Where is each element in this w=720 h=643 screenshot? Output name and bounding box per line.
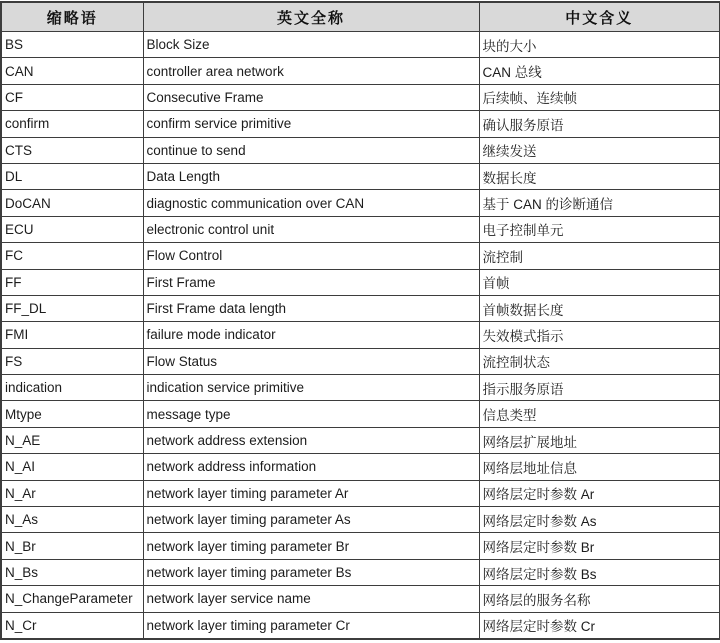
cell-abbreviation: N_ChangeParameter (1, 586, 143, 612)
column-header-abbreviation: 缩略语 (1, 2, 143, 32)
cell-chinese: 首帧 (479, 269, 720, 295)
cell-chinese: 网络层扩展地址 (479, 427, 720, 453)
cell-abbreviation: N_AI (1, 454, 143, 480)
cell-abbreviation: N_Cr (1, 612, 143, 639)
table-row (1, 612, 720, 639)
cell-chinese: 失效模式指示 (479, 322, 720, 348)
cell-english: electronic control unit (143, 216, 479, 242)
cell-english: confirm service primitive (143, 111, 479, 137)
cell-chinese: 网络层的服务名称 (479, 586, 720, 612)
table-row (1, 348, 720, 374)
cell-abbreviation: CTS (1, 137, 143, 163)
cell-abbreviation: N_As (1, 507, 143, 533)
table-row (1, 216, 720, 242)
cell-abbreviation: N_AE (1, 427, 143, 453)
table-row (1, 427, 720, 453)
table-row (1, 480, 720, 506)
cell-chinese: CAN 总线 (479, 58, 720, 84)
cell-english: Consecutive Frame (143, 84, 479, 110)
cell-abbreviation: N_Br (1, 533, 143, 559)
table-header-row (1, 2, 720, 32)
cell-english: network layer timing parameter Bs (143, 559, 479, 585)
cell-english: Flow Status (143, 348, 479, 374)
cell-english: network layer timing parameter Ar (143, 480, 479, 506)
cell-abbreviation: confirm (1, 111, 143, 137)
cell-english: First Frame (143, 269, 479, 295)
table-row (1, 58, 720, 84)
cell-english: diagnostic communication over CAN (143, 190, 479, 216)
cell-chinese: 数据长度 (479, 163, 720, 189)
cell-abbreviation: Mtype (1, 401, 143, 427)
cell-abbreviation: FMI (1, 322, 143, 348)
column-header-english: 英文全称 (143, 2, 479, 32)
table-row (1, 295, 720, 321)
cell-chinese: 网络层定时参数 Ar (479, 480, 720, 506)
cell-chinese: 网络层定时参数 As (479, 507, 720, 533)
cell-chinese: 网络层定时参数 Br (479, 533, 720, 559)
cell-chinese: 流控制 (479, 243, 720, 269)
cell-chinese: 流控制状态 (479, 348, 720, 374)
cell-chinese: 网络层定时参数 Cr (479, 612, 720, 639)
cell-abbreviation: DL (1, 163, 143, 189)
cell-english: network layer timing parameter Br (143, 533, 479, 559)
glossary-table (0, 1, 720, 640)
cell-chinese: 网络层地址信息 (479, 454, 720, 480)
cell-chinese: 后续帧、连续帧 (479, 84, 720, 110)
table-row (1, 375, 720, 401)
cell-english: network layer service name (143, 586, 479, 612)
cell-english: network address information (143, 454, 479, 480)
cell-chinese: 首帧数据长度 (479, 295, 720, 321)
cell-english: network layer timing parameter As (143, 507, 479, 533)
cell-english: Block Size (143, 32, 479, 58)
cell-abbreviation: N_Ar (1, 480, 143, 506)
cell-chinese: 确认服务原语 (479, 111, 720, 137)
cell-chinese: 信息类型 (479, 401, 720, 427)
cell-chinese: 网络层定时参数 Bs (479, 559, 720, 585)
cell-chinese: 指示服务原语 (479, 375, 720, 401)
cell-abbreviation: DoCAN (1, 190, 143, 216)
table-row (1, 507, 720, 533)
cell-english: failure mode indicator (143, 322, 479, 348)
cell-english: message type (143, 401, 479, 427)
cell-abbreviation: FC (1, 243, 143, 269)
cell-english: controller area network (143, 58, 479, 84)
table-row (1, 559, 720, 585)
cell-abbreviation: CF (1, 84, 143, 110)
table-row (1, 111, 720, 137)
table-row (1, 243, 720, 269)
cell-chinese: 块的大小 (479, 32, 720, 58)
cell-abbreviation: FF_DL (1, 295, 143, 321)
table-row (1, 84, 720, 110)
table-row (1, 454, 720, 480)
cell-english: network address extension (143, 427, 479, 453)
table-row (1, 269, 720, 295)
table-body (1, 32, 720, 639)
table-row (1, 32, 720, 58)
cell-abbreviation: indication (1, 375, 143, 401)
cell-abbreviation: CAN (1, 58, 143, 84)
table-row (1, 322, 720, 348)
cell-english: network layer timing parameter Cr (143, 612, 479, 639)
cell-english: continue to send (143, 137, 479, 163)
table-row (1, 163, 720, 189)
cell-abbreviation: BS (1, 32, 143, 58)
table-row (1, 190, 720, 216)
column-header-chinese: 中文含义 (479, 2, 720, 32)
cell-abbreviation: FF (1, 269, 143, 295)
cell-chinese: 电子控制单元 (479, 216, 720, 242)
cell-chinese: 继续发送 (479, 137, 720, 163)
table-row (1, 401, 720, 427)
table-row (1, 586, 720, 612)
table-row (1, 137, 720, 163)
cell-english: First Frame data length (143, 295, 479, 321)
table-row (1, 533, 720, 559)
cell-abbreviation: FS (1, 348, 143, 374)
cell-chinese: 基于 CAN 的诊断通信 (479, 190, 720, 216)
cell-abbreviation: N_Bs (1, 559, 143, 585)
cell-english: Data Length (143, 163, 479, 189)
cell-english: indication service primitive (143, 375, 479, 401)
cell-abbreviation: ECU (1, 216, 143, 242)
cell-english: Flow Control (143, 243, 479, 269)
